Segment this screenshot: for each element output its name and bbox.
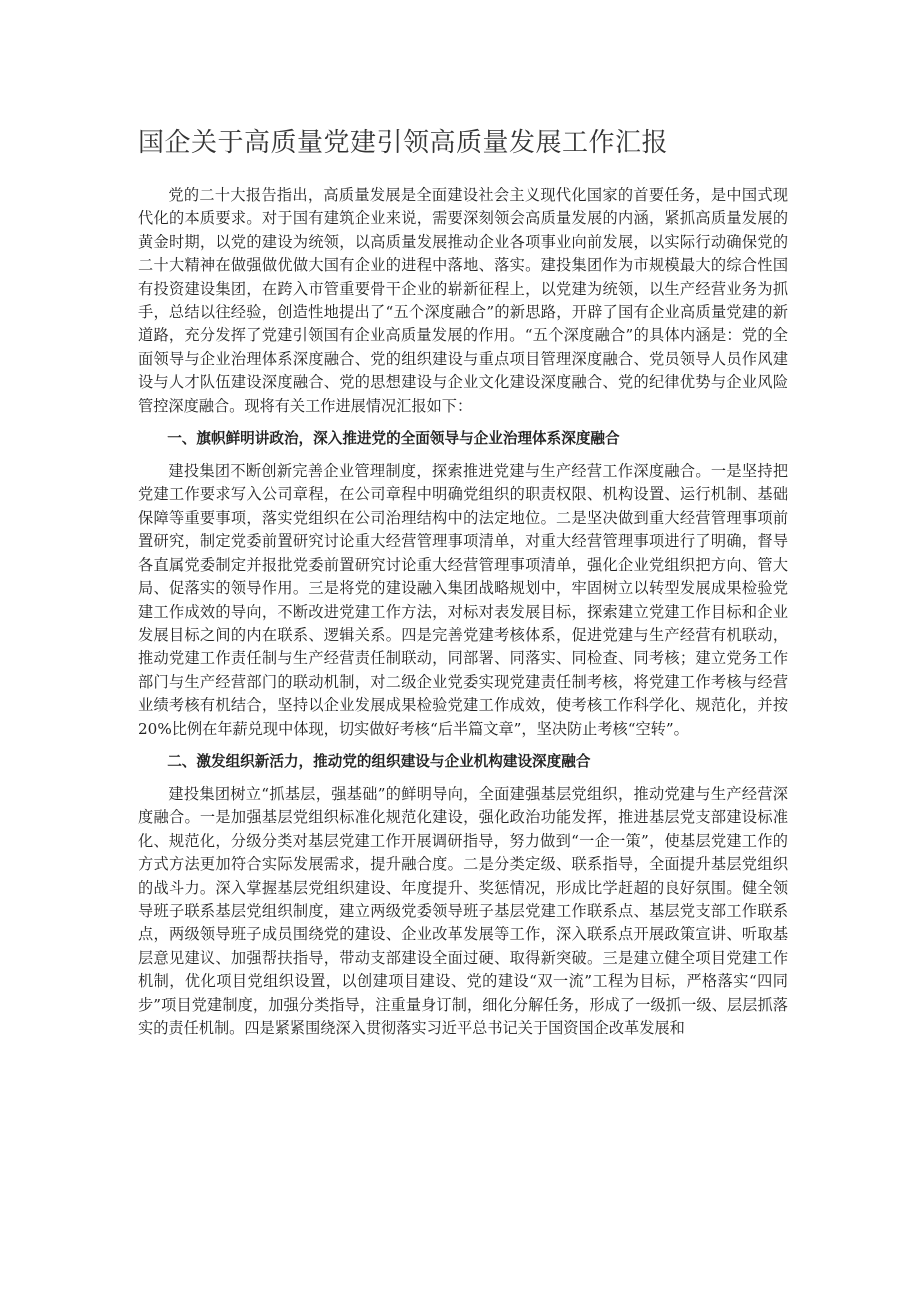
- section-2-paragraph: 建投集团树立“抓基层，强基础”的鲜明导向，全面建强基层党组织，推动党建与生产经营深度融合。一是加强基层党组织标准化规范化建设，强化政治功能发挥，推进基层党支部建设标准化、规范化，分级分类对基层党建工作开展调研指导，努力做到“一企一策”，使基层党建工作的方式方法更加符合实际发展需求，提升融合度。二是分类定级、联系指导，全面提升基层党组织的战斗力。深入掌握基层党组织建设、年度提升、奖惩情况，形成比学赶超的良好氛围。健全领导班子联系基层党组织制度，建立两级党委领导班子基层党建工作联系点、基层党支部工作联系点，两级领导班子成员围绕党的建设、企业改革发展等工作，深入联系点开展政策宣讲、听取基层意见建议、加强帮扶指导，带动支部建设全面过硬、取得新突破。三是建立健全项目党建工作机制，优化项目党组织设置，以创建项目建设、党的建设“双一流”工程为目标，严格落实“四同步”项目党建制度，加强分类指导，注重量身订制，细化分解任务，形成了一级抓一级、层层抓落实的责任机制。四是紧紧围绕深入贯彻落实习近平总书记关于国资国企改革发展和: [138, 784, 788, 1037]
- section-1-paragraph: 建投集团不断创新完善企业管理制度，探索推进党建与生产经营工作深度融合。一是坚持把党建工作要求写入公司章程，在公司章程中明确党组织的职责权限、机构设置、运行机制、基础保障等重要事项，落实党组织在公司治理结构中的法定地位。二是坚决做到重大经营管理事项前置研究，制定党委前置研究讨论重大经营管理事项清单，对重大经营管理事项进行了明确，督导各直属党委制定并报批党委前置研究讨论重大经营管理事项清单，强化企业党组织把方向、管大局、促落实的领导作用。三是将党的建设融入集团战略规划中，牢固树立以转型发展成果检验党建工作成效的导向，不断改进党建工作方法，对标对表发展目标，探索建立党建工作目标和企业发展目标之间的内在联系、逻辑关系。四是完善党建考核体系，促进党建与生产经营有机联动，推动党建工作责任制与生产经营责任制联动，同部署、同落实、同检查、同考核；建立党务工作部门与生产经营部门的联动机制，对二级企业党委实现党建责任制考核，将党建工作考核与经营业绩考核有机结合，坚持以企业发展成果检验党建工作成效，使考核工作科学化、规范化，并按20%比例在年薪兑现中体现，切实做好考核“后半篇文章”，坚决防止考核“空转”。: [138, 462, 788, 738]
- document-page: [138, 120, 788, 1040]
- intro-paragraph: 党的二十大报告指出，高质量发展是全面建设社会主义现代化国家的首要任务，是中国式现代化的本质要求。对于国有建筑企业来说，需要深刻领会高质量发展的内涵，紧抓高质量发展的黄金时期，以党的建设为统领，以高质量发展推动企业各项事业向前发展，以实际行动确保党的二十大精神在做强做优做大国有企业的进程中落地、落实。建投集团作为市规模最大的综合性国有投资建设集团，在跨入市管重要骨干企业的崭新征程上，以党建为统领，以生产经营业务为抓手，总结以往经验，创造性地提出了“五个深度融合”的新思路，开辟了国有企业高质量党建的新道路，充分发挥了党建引领国有企业高质量发展的作用。“五个深度融合”的具体内涵是：党的全面领导与企业治理体系深度融合、党的组织建设与重点项目管理深度融合、党员领导人员作风建设与人才队伍建设深度融合、党的思想建设与企业文化建设深度融合、党的纪律优势与企业风险管控深度融合。现将有关工作进展情况汇报如下：: [138, 186, 788, 415]
- section-2-heading: 二、激发组织新活力，推动党的组织建设与企业机构建设深度融合: [167, 752, 591, 770]
- section-1-heading: 一、旗帜鲜明讲政治，深入推进党的全面领导与企业治理体系深度融合: [167, 430, 620, 448]
- document-title: 国企关于高质量党建引领高质量发展工作汇报: [138, 128, 669, 158]
